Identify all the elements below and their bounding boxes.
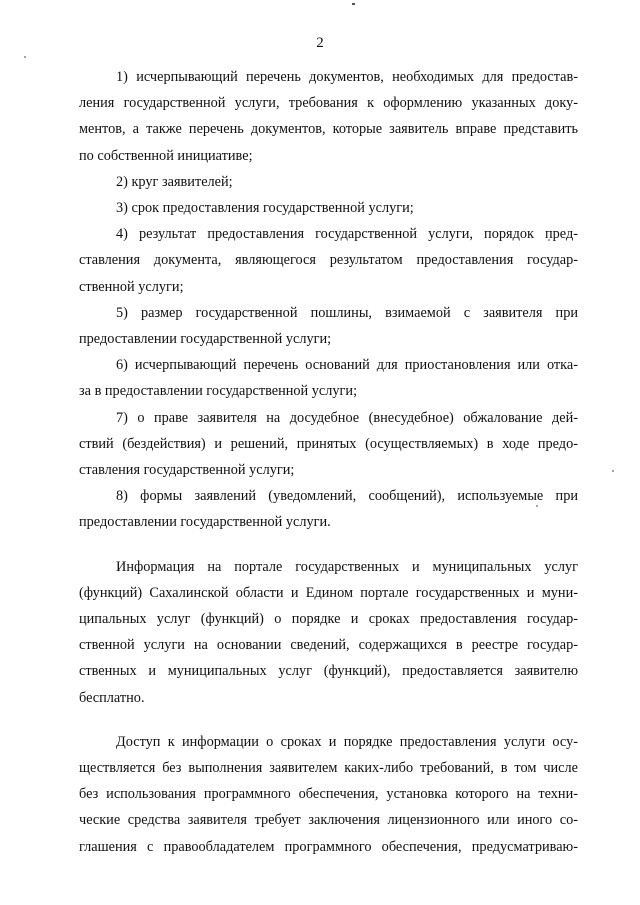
text-line: 2) круг заявителей; [116, 173, 233, 190]
text-line: 4) результат предоставления государственной услуги, порядок пред- [116, 226, 578, 243]
text-line: без использования программного обеспечения, установка которого на техни- [79, 786, 578, 803]
text-line: Информация на портале государственных и муниципальных услуг [116, 558, 578, 575]
text-line: ципальных услуг (функций) о порядке и сроках предоставления государ- [79, 611, 578, 628]
text-line: ствий (бездействия) и решений, принятых (осуществляемых) в ходе предо- [79, 435, 578, 452]
text-line: бесплатно. [79, 689, 145, 706]
text-line: ставления документа, являющегося результатом предоставления государ- [79, 252, 578, 269]
text-line: предоставлении государственной услуги. [79, 514, 331, 531]
paragraph-gap [79, 536, 578, 554]
text-line: 3) срок предоставления государственной услуги; [116, 200, 414, 217]
text-line: ственной услуги на основании сведений, содержащихся в реестре государ- [79, 637, 578, 654]
text-line: ментов, а также перечень документов, которые заявитель вправе представить [79, 121, 578, 138]
text-line: ществляется без выполнения заявителем каких-либо требований, в том числе [79, 760, 578, 777]
paragraph-gap [79, 711, 578, 729]
page-number: 2 [316, 35, 324, 51]
document-body [79, 64, 578, 860]
text-line: предоставлении государственной услуги; [79, 331, 332, 348]
text-line: ставления государственной услуги; [79, 462, 295, 479]
scan-mark [352, 3, 355, 5]
text-line: 5) размер государственной пошлины, взимаемой с заявителя при [116, 304, 578, 321]
text-line: (функций) Сахалинской области и Едином портале государственных и муни- [79, 584, 578, 601]
scan-speck [612, 470, 614, 472]
text-line: 7) о праве заявителя на досудебное (внесудебное) обжалование дей- [116, 409, 578, 426]
text-line: по собственной инициативе; [79, 147, 253, 164]
text-line: ления государственной услуги, требования к оформлению указанных доку- [79, 95, 578, 112]
text-line: ственной услуги; [79, 278, 184, 295]
text-line: за в предоставлении государственной услуги; [79, 383, 358, 400]
text-line: 6) исчерпывающий перечень оснований для приостановления или отка- [116, 357, 578, 374]
text-line: ческие средства заявителя требует заключения лицензионного или иного со- [79, 812, 578, 829]
text-line: 1) исчерпывающий перечень документов, необходимых для предостав- [116, 69, 578, 85]
text-line: ственных и муниципальных услуг (функций), предоставляется заявителю [79, 663, 578, 680]
scan-speck [24, 56, 26, 58]
text-line: Доступ к информации о сроках и порядке предоставления услуги осу- [116, 733, 578, 750]
text-line: 8) формы заявлений (уведомлений, сообщений), используемые при [116, 488, 578, 505]
text-line: глашения с правообладателем программного обеспечения, предусматриваю- [79, 838, 578, 855]
